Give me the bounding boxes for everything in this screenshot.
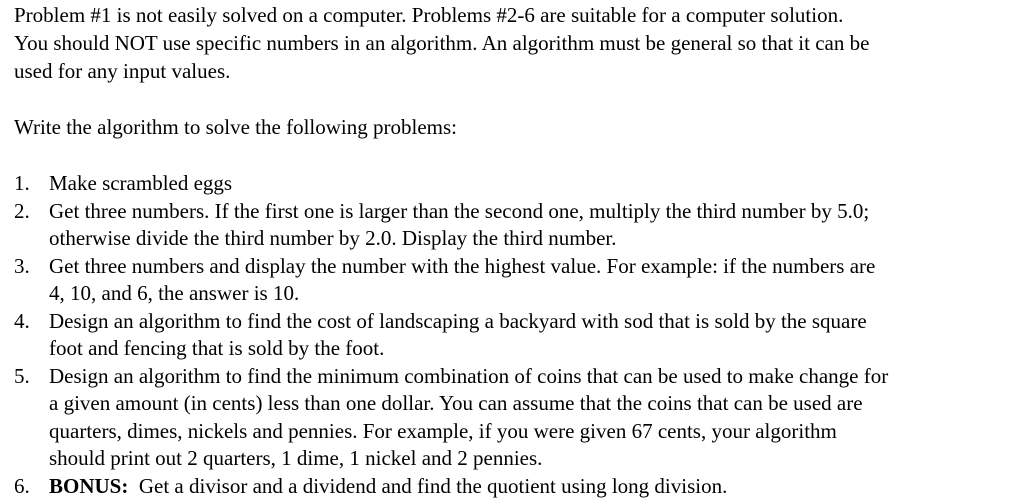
intro-paragraph	[14, 1, 1014, 85]
intro-line: used for any input values.	[14, 59, 231, 83]
problem-number: 5.	[14, 363, 30, 388]
problem-list	[14, 170, 1014, 500]
problem-text	[49, 473, 1014, 501]
problem-text	[49, 363, 1014, 473]
instructions-heading: Write the algorithm to solve the following problems:	[14, 115, 457, 139]
problem-line: a given amount (in cents) less than one dollar. You can assume that the coins that can be used are	[49, 391, 863, 415]
problem-item-5	[14, 363, 1014, 473]
problem-text	[49, 308, 1014, 363]
problem-line: should print out 2 quarters, 1 dime, 1 nickel and 2 pennies.	[49, 446, 543, 470]
problem-number: 3.	[14, 253, 30, 278]
problem-line: Get three numbers. If the first one is larger than the second one, multiply the third number by 5.0;	[49, 198, 870, 223]
intro-line: You should NOT use specific numbers in an algorithm. An algorithm must be general so that it can be	[14, 31, 870, 55]
problem-number: 2.	[14, 198, 30, 223]
problem-item-1	[14, 170, 1014, 198]
problem-text	[49, 253, 1014, 308]
bonus-label: BONUS:	[49, 473, 129, 498]
problem-item-2	[14, 198, 1014, 253]
problem-text	[49, 198, 1014, 253]
problem-line: Get a divisor and a dividend and find the quotient using long division.	[138, 473, 728, 498]
intro-line: Problem #1 is not easily solved on a computer. Problems #2-6 are suitable for a computer solution.	[14, 3, 844, 27]
problem-number: 1.	[14, 171, 30, 195]
problem-line: Design an algorithm to find the cost of landscaping a backyard with sod that is sold by the square	[49, 308, 867, 333]
problem-line: quarters, dimes, nickels and pennies. For example, if you were given 67 cents, your algorithm	[49, 418, 837, 443]
problem-number: 4.	[14, 308, 30, 333]
problem-line: foot and fencing that is sold by the foot.	[49, 336, 385, 360]
problem-line: Design an algorithm to find the minimum combination of coins that can be used to make change for	[49, 363, 889, 388]
problem-line: 4, 10, and 6, the answer is 10.	[49, 281, 300, 305]
problem-line: Make scrambled eggs	[49, 171, 233, 195]
problem-item-6	[14, 473, 1014, 501]
problem-number: 6.	[14, 473, 30, 498]
problem-item-4	[14, 308, 1014, 363]
problem-text	[49, 170, 1014, 198]
problem-item-3	[14, 253, 1014, 308]
problem-line: Get three numbers and display the number with the highest value. For example: if the numbers are	[49, 253, 876, 278]
problem-line: otherwise divide the third number by 2.0. Display the third number.	[49, 226, 617, 250]
